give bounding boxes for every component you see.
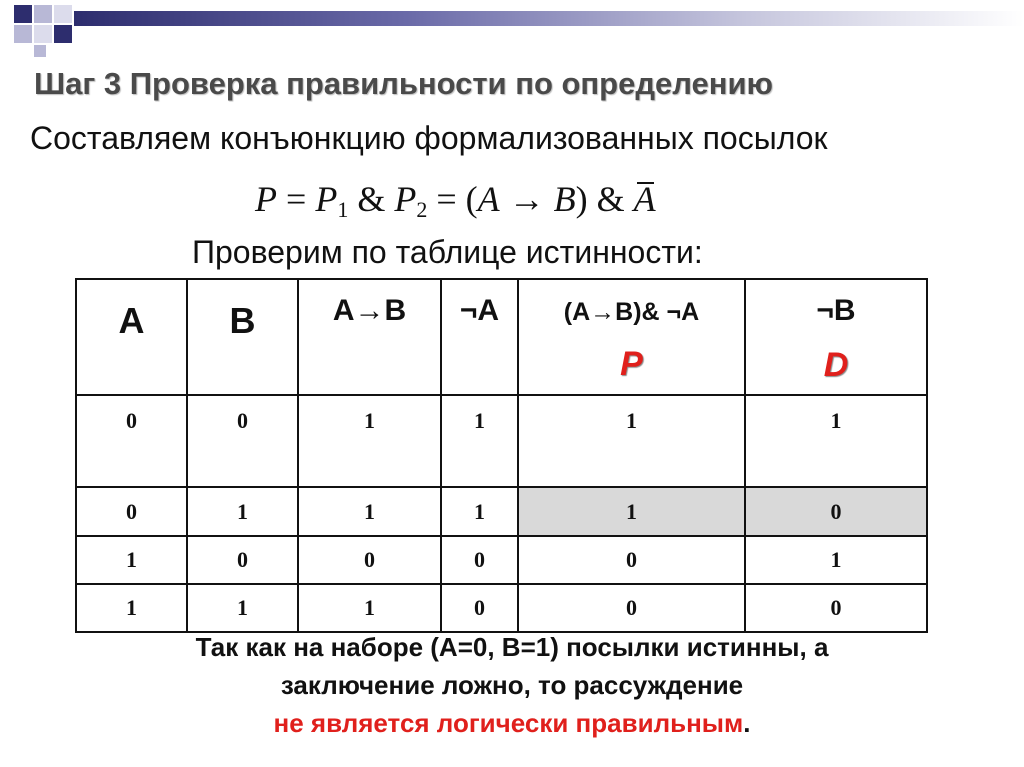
table-cell: 0 xyxy=(518,584,745,632)
table-cell: 0 xyxy=(76,395,187,487)
table-row xyxy=(76,395,927,487)
header-implication xyxy=(298,279,441,395)
header-letter-p: P xyxy=(620,345,643,383)
header-conjunction xyxy=(518,279,745,395)
header-not-b xyxy=(745,279,927,395)
page-title: Шаг 3 Проверка правильности по определению xyxy=(34,66,774,101)
table-cell: 0 xyxy=(76,487,187,536)
header-label: (A→B)& ¬A xyxy=(563,298,700,326)
formula-sub2: 2 xyxy=(416,197,428,222)
page-subtitle: Составляем конъюнкцию формализованных посылок xyxy=(30,120,828,156)
table-cell: 1 xyxy=(441,487,518,536)
table-row xyxy=(76,487,927,536)
header-not-a xyxy=(441,279,518,395)
header-label: A xyxy=(118,300,145,341)
formula-p1: P xyxy=(315,179,338,219)
formula-close: ) & xyxy=(575,179,634,219)
table-cell: 1 xyxy=(298,584,441,632)
table-cell: 1 xyxy=(441,395,518,487)
check-title: Проверим по таблице истинности: xyxy=(192,234,703,270)
table-cell: 0 xyxy=(441,584,518,632)
table-cell: 1 xyxy=(76,584,187,632)
table-cell: 1 xyxy=(76,536,187,584)
header-b xyxy=(187,279,298,395)
header-label: ¬B xyxy=(816,294,856,327)
table-cell: 0 xyxy=(518,536,745,584)
table-row xyxy=(76,584,927,632)
table-cell: 0 xyxy=(441,536,518,584)
conclusion-line-3 xyxy=(0,704,1024,742)
header-label: ¬A xyxy=(459,294,500,327)
table-cell: 1 xyxy=(298,487,441,536)
table-cell: 0 xyxy=(298,536,441,584)
truth-table xyxy=(75,278,928,633)
table-cell-highlighted: 0 xyxy=(745,487,927,536)
formula-eq: = xyxy=(277,179,316,219)
header-label: A→B xyxy=(332,294,407,327)
table-cell: 1 xyxy=(298,395,441,487)
header-letter-d: D xyxy=(823,346,849,384)
table-cell: 0 xyxy=(187,395,298,487)
header-gradient-bar xyxy=(74,11,1024,26)
header-label: B xyxy=(229,300,256,341)
table-cell: 1 xyxy=(187,584,298,632)
table-cell: 0 xyxy=(745,584,927,632)
table-row xyxy=(76,536,927,584)
formula-p2: P xyxy=(394,179,417,219)
table-cell: 0 xyxy=(187,536,298,584)
header-a xyxy=(76,279,187,395)
formula-neg-a: A xyxy=(633,179,656,219)
table-cell: 1 xyxy=(518,395,745,487)
formula-arrow: → xyxy=(499,179,554,219)
table-header-row xyxy=(76,279,927,395)
formula-sub1: 1 xyxy=(337,197,349,222)
table-cell: 1 xyxy=(745,536,927,584)
conclusion-period: . xyxy=(743,708,751,738)
conclusion-red-text: не является логически правильным xyxy=(273,708,744,738)
conclusion-line-2: заключение ложно, то рассуждение xyxy=(280,670,744,700)
formula-eq-open: = ( xyxy=(427,179,478,219)
formula xyxy=(255,178,656,223)
formula-amp: & xyxy=(348,179,395,219)
formula-b: B xyxy=(553,179,576,219)
table-cell-highlighted: 1 xyxy=(518,487,745,536)
formula-p: P xyxy=(255,179,277,219)
formula-a: A xyxy=(477,179,500,219)
decorative-squares xyxy=(0,0,80,60)
conclusion-line-1: Так как на наборе (А=0, В=1) посылки истинны, а xyxy=(195,632,829,662)
table-cell: 1 xyxy=(187,487,298,536)
conclusion xyxy=(0,628,1024,742)
table-cell: 1 xyxy=(745,395,927,487)
